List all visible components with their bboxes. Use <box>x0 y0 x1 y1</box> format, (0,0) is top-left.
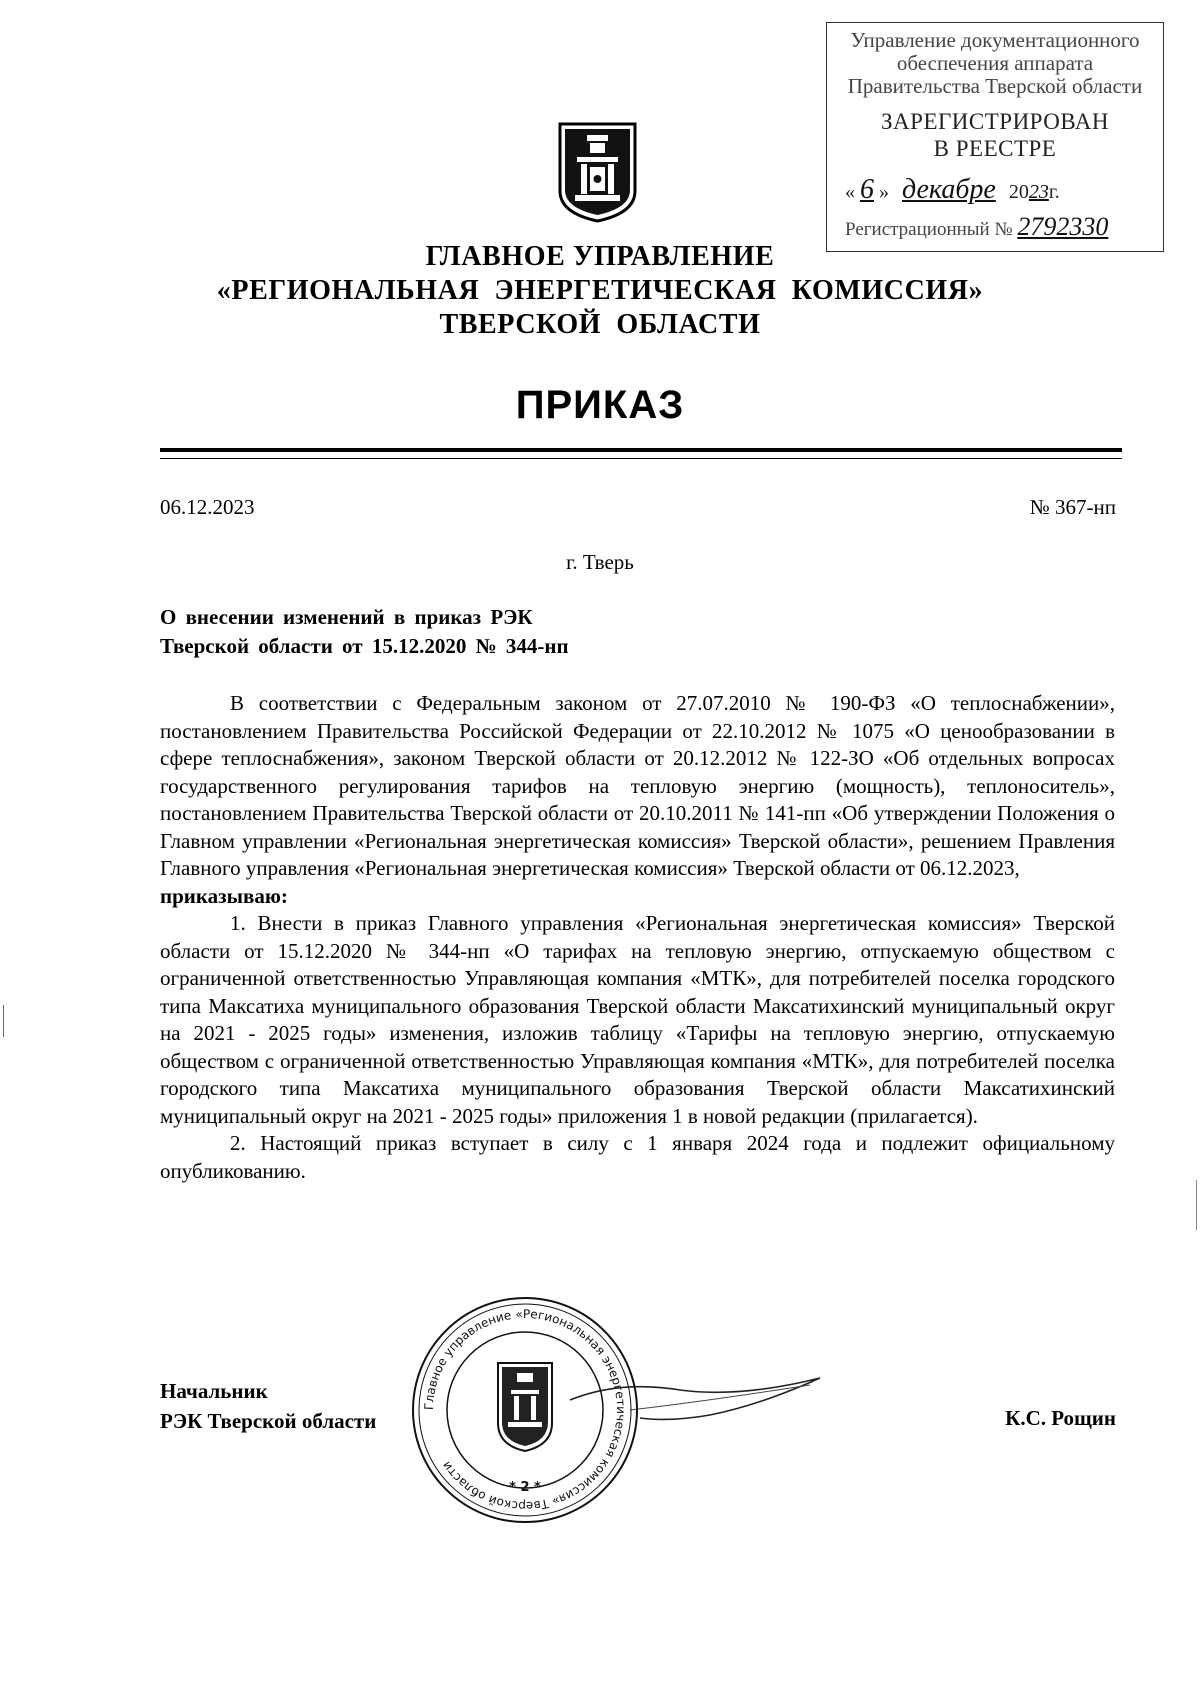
stamp-reg-line2: В РЕЕСТРЕ <box>933 136 1057 161</box>
header-divider-thick <box>160 448 1122 452</box>
stamp-registered-title <box>827 108 1163 162</box>
stamp-org-line1: Управление документационного <box>850 28 1140 52</box>
org-title-line2: «РЕГИОНАЛЬНАЯ ЭНЕРГЕТИЧЕСКАЯ КОМИССИЯ» <box>216 275 984 306</box>
stamp-number-row <box>827 212 1163 242</box>
organization-title <box>160 240 1040 342</box>
signatory-name: К.С. Рощин <box>1005 1406 1116 1430</box>
stamp-date-year-prefix: 20 <box>1008 181 1029 203</box>
document-number: № 367-нп <box>1029 495 1116 519</box>
signatory-position-line1: Начальник <box>160 1379 268 1403</box>
seal-center-mark: * 2 * <box>509 1480 541 1495</box>
stamp-number-label: Регистрационный № <box>845 219 1013 240</box>
org-title-line3: ТВЕРСКОЙ ОБЛАСТИ <box>439 309 761 340</box>
registration-stamp <box>826 22 1164 252</box>
header-divider-thin <box>160 458 1122 459</box>
stamp-date-month: декабре <box>902 174 996 205</box>
signatory-position <box>160 1376 376 1436</box>
official-seal <box>410 1295 640 1525</box>
body-preamble: В соответствии с Федеральным законом от 27.07.2010 № 190-ФЗ «О теплоснабжении», постановлением Правительства Российской Федерации от 22.10.2012 № 1075 «О ценообразовании в сфере теплоснабжения», законом Тверской области от 20.12.2012 № 122-ЗО «Об отдельных вопросах государственного регулирования тарифов на тепловую энергию (мощность), теплоноситель», постановлением Правительства Тверской области от 20.10.2011 № 141-пп «Об утверждении Положения о Главном управлении «Региональная энергетическая комиссия» Тверской области», решением Правления Главного управления «Региональная энергетическая комиссия» Тверской области от 06.12.2023, <box>160 691 1115 880</box>
subject-line1: О внесении изменений в приказ РЭК <box>160 605 533 629</box>
stamp-reg-line1: ЗАРЕГИСТРИРОВАН <box>881 109 1109 134</box>
scan-margin-mark <box>3 1005 4 1037</box>
document-subject <box>160 603 680 661</box>
stamp-date-day: 6 <box>860 174 874 205</box>
stamp-org <box>827 29 1163 98</box>
coat-of-arms-icon <box>557 121 638 224</box>
signatory-position-line2: РЭК Тверской области <box>160 1409 377 1433</box>
document-city: г. Тверь <box>566 550 634 574</box>
subject-line2: Тверской области от 15.12.2020 № 344-нп <box>160 634 569 658</box>
body-item-2: 2. Настоящий приказ вступает в силу с 1 января 2024 года и подлежит официальному опубликованию. <box>160 1131 1115 1183</box>
stamp-org-line2: обеспечения аппарата <box>896 51 1094 75</box>
stamp-number: 2792330 <box>1017 212 1109 241</box>
body-order-word: приказываю: <box>160 883 288 908</box>
stamp-org-line3: Правительства Тверской области <box>847 74 1143 98</box>
stamp-date-row <box>827 174 1163 206</box>
seal-ring-text: Главное управление «Региональная энергетическая комиссия» Тверской области <box>421 1306 629 1514</box>
document-body <box>160 690 1115 1185</box>
body-item-1: 1. Внести в приказ Главного управления «Региональная энергетическая комиссия» Тверской области от 15.12.2020 № 344-нп «О тарифах на тепловую энергию, отпускаемую обществом с ограниченной ответственностью Управляющая компания «МТК», для потребителей поселка городского типа Максатиха муниципального образования Тверской области Максатихинский муниципальный округ на 2021 - 2025 годы» изменения, изложив таблицу «Тарифы на тепловую энергию, отпускаемую обществом с ограниченной ответственностью Управляющая компания «МТК», для потребителей поселка городского типа Максатиха муниципального образования Тверской области Максатихинский муниципальный округ на 2021 - 2025 годы» приложения 1 в новой редакции (прилагается). <box>160 911 1115 1128</box>
stamp-date-open: « <box>845 181 855 203</box>
stamp-date-year-suffix: 23 <box>1028 181 1049 203</box>
stamp-date-mid: » <box>879 181 889 203</box>
org-title-line1: ГЛАВНОЕ УПРАВЛЕНИЕ <box>425 241 775 272</box>
document-date: 06.12.2023 <box>160 495 255 519</box>
document-type-title: ПРИКАЗ <box>515 383 685 427</box>
scan-margin-mark <box>1196 1180 1197 1230</box>
stamp-date-year-end: г. <box>1048 181 1060 203</box>
